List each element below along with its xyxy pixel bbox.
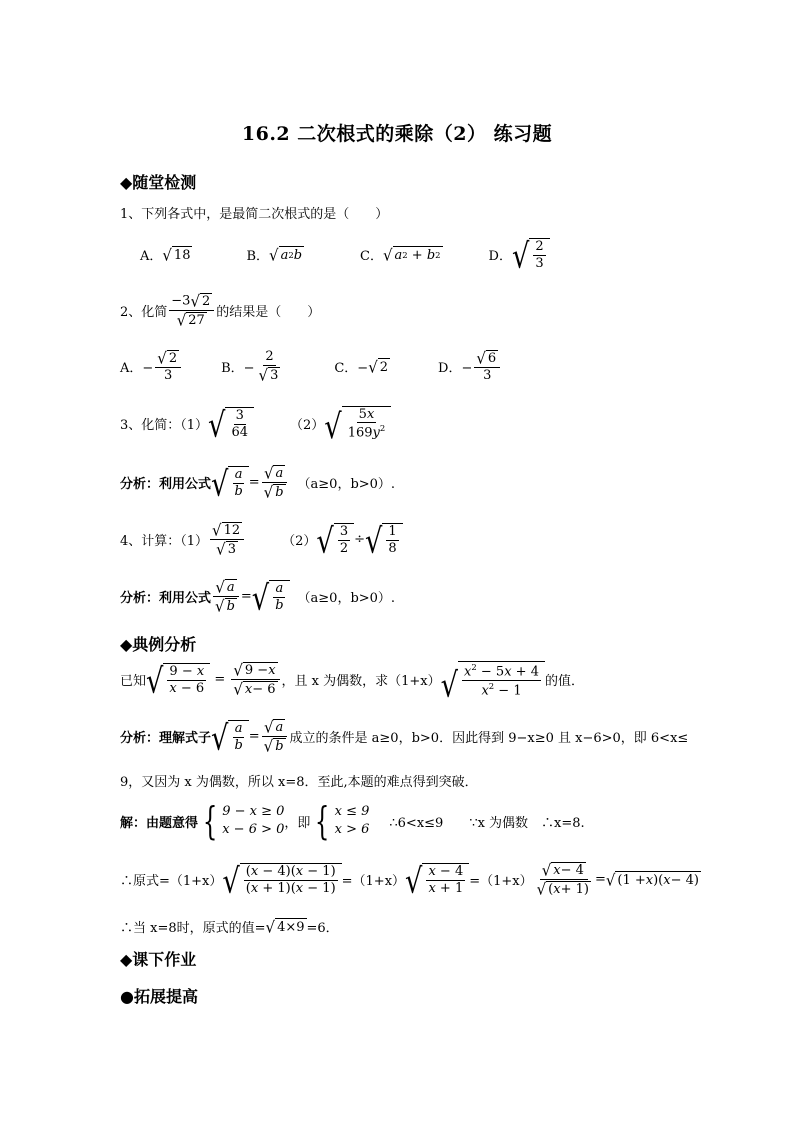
condition-text: （a≥0，b>0）. <box>297 476 396 492</box>
fraction: √ 9 − x √ x − 6 <box>231 662 279 696</box>
inequality-system: { x ≤ 9 x > 6 <box>315 799 370 843</box>
fraction: √ 12 √ 3 <box>210 522 244 556</box>
example-known: 已知 <box>120 673 147 689</box>
radical: √ $\frac{1}{8}$ <box>365 523 403 555</box>
solution <box>120 798 585 844</box>
radical: √ $\frac{a}{b}$ <box>211 466 249 498</box>
radical: √ a 2 b <box>269 245 303 265</box>
example-problem: 已知 √ $\frac{9 - x}{x - 6}$ = √ 9 − x √ x − 6 ，且 x 为偶数，求（1+x） √ $\frac{x^2 - 5x + 4}{x^2 - 1}$ 的值． <box>120 660 584 705</box>
question-2-options <box>120 344 502 388</box>
derivation-start: ∴原式=（1+x） <box>120 873 223 889</box>
analysis-label: 分析 <box>120 730 147 746</box>
radicand: 27 <box>188 312 205 328</box>
fraction: 2 √ 3 <box>258 348 279 384</box>
option-d-label: D． <box>488 248 512 264</box>
solution-text-2: ，即 <box>284 815 311 831</box>
fraction: √ a √ b <box>213 579 239 613</box>
final-end: =6． <box>306 920 339 936</box>
question-3-prefix: 3、化简：（1） <box>120 417 209 433</box>
radical: √ 2 <box>368 357 389 377</box>
example-end: 的值． <box>544 673 584 689</box>
option-c-label: C．− <box>334 360 369 376</box>
equals-step-1: =（1+x） <box>341 873 406 889</box>
radical: √ $\frac{9 - x}{x - 6}$ <box>146 663 210 695</box>
example-middle: ，且 x 为偶数，求（1+x） <box>281 673 441 689</box>
fraction: −3 √ 2 √ 27 <box>169 293 214 327</box>
radicand: 3 <box>227 541 236 557</box>
fraction: √ 6 3 <box>474 350 500 382</box>
question-2-stem <box>120 288 320 332</box>
derivation <box>120 856 701 902</box>
radical: √ 18 <box>162 245 191 265</box>
solution-text-3: ∴6<x≤9 ∵x 为偶数 ∴x=8. <box>389 815 585 831</box>
inequality: 9 − x ≥ 0 <box>222 804 285 820</box>
radical: √ a 2 + b 2 <box>382 245 441 265</box>
denominator: 3 <box>535 255 544 271</box>
denominator: 2 <box>339 540 349 556</box>
radicand: 2 <box>168 350 178 366</box>
section-heading-practice: ◆随堂检测 <box>120 173 197 192</box>
analysis-line-2: 9，又因为 x 为偶数，所以 x=8．至此,本题的难点得到突破． <box>120 775 478 790</box>
solution-label: 解 <box>120 815 134 831</box>
analysis-label: 分析 <box>120 476 147 492</box>
radicand: 12 <box>223 522 241 538</box>
analysis-text-continued: 成立的条件是 a≥0，b>0．因此得到 9−x≥0 且 x−6>0，即 6<x≤ <box>289 730 689 746</box>
radical: √ $\frac{5x}{169y^2}$ <box>324 406 391 441</box>
analysis-example: 分析 ：理解式子 √ $\frac{a}{b}$ = √ a √ b 成立的条件是 a≥0，b>0．因此得到 9−x≥0 且 x−6>0，即 6<x≤ <box>120 717 689 759</box>
radical: √ $\frac{a}{b}$ <box>211 720 249 752</box>
condition-text: （a≥0，b>0）. <box>297 590 396 606</box>
fraction: √ a √ b <box>262 719 288 753</box>
analysis-4: 分析 ：利用公式 √ a √ b = √ $\frac{a}{b}$ （a≥0，b>0）. <box>120 577 396 619</box>
question-2-prefix: 2、化简 <box>120 304 168 320</box>
radical: √ $\frac{(x - 4)(x - 1)}{(x + 1)(x - 1)}$ <box>222 863 341 895</box>
inequality: x > 6 <box>334 822 370 837</box>
radical: √ 4×9 <box>265 917 305 937</box>
equals-step-3: = <box>594 871 606 887</box>
final-text: ∴当 x=8时，原式的值= <box>120 920 266 936</box>
section-heading-examples: ◆典例分析 <box>120 635 197 654</box>
option-b-label: B．− <box>221 360 255 376</box>
option-a-label: A．− <box>120 360 154 376</box>
numerator: 3 <box>235 407 244 423</box>
fraction: √ a √ b <box>262 465 288 499</box>
inequality: x − 6 > 0 <box>222 822 285 837</box>
page-title: 16.2 二次根式的乘除（2） 练习题 <box>241 123 553 145</box>
part-2-label: （2） <box>290 417 325 433</box>
radical: √ $\frac{3}{64}$ <box>208 407 254 439</box>
fraction: √ x − 4 √ ( x + 1) <box>536 860 589 898</box>
solution-text: ：由题意得 <box>133 815 199 831</box>
radical: √ $\frac{a}{b}$ <box>252 580 290 612</box>
radical: √ $\frac{x^2 - 5x + 4}{x^2 - 1}$ <box>441 661 545 698</box>
final-answer <box>120 914 339 938</box>
inequality-system: { 9 − x ≥ 0 x − 6 > 0 <box>202 799 285 843</box>
radicand: 6 <box>487 350 497 366</box>
analysis-label: 分析 <box>120 590 147 606</box>
divide-sign: ÷ <box>354 531 365 547</box>
radical: √ $\frac{x - 4}{x + 1}$ <box>405 863 469 895</box>
question-1-options <box>140 232 550 276</box>
radical: √ (1 + x )( x − 4) <box>605 870 699 890</box>
equals-step-2: =（1+x） <box>469 873 533 889</box>
denominator: 3 <box>164 367 173 383</box>
question-2-suffix: 的结果是（ ） <box>216 304 321 320</box>
analysis-text: ：利用公式 <box>146 590 212 606</box>
option-a-label: A． <box>140 248 163 264</box>
radical: √ $\frac{2}{3}$ <box>512 238 550 270</box>
question-3 <box>120 400 391 446</box>
radicand: 4×9 <box>277 919 305 935</box>
fraction: √ 2 3 <box>155 350 181 382</box>
analysis-text: ：利用公式 <box>146 476 212 492</box>
radical: √ $\frac{3}{2}$ <box>316 523 354 555</box>
radicand: 18 <box>173 247 191 263</box>
subsection-heading-extension: ●拓展提高 <box>120 987 198 1006</box>
numerator: 1 <box>388 523 397 539</box>
part-2-label: （2） <box>282 533 317 549</box>
section-heading-homework: ◆课下作业 <box>120 950 197 969</box>
option-c-label: C． <box>360 248 383 264</box>
question-4-prefix: 4、计算：（1） <box>120 533 209 549</box>
inequality: x ≤ 9 <box>334 804 370 820</box>
numerator: 2 <box>535 238 544 254</box>
analysis-3: 分析 ：利用公式 √ $\frac{a}{b}$ = √ a √ b （a≥0，b>0）. <box>120 463 396 505</box>
denominator: 64 <box>231 424 248 440</box>
numerator: 3 <box>339 523 349 539</box>
question-1-stem: 1、下列各式中，是最简二次根式的是（ ） <box>120 207 389 222</box>
analysis-text: ：理解式子 <box>146 730 212 746</box>
option-d-label: D．− <box>438 360 473 376</box>
denominator: 8 <box>388 540 397 556</box>
question-4 <box>120 516 403 562</box>
option-b-label: B． <box>246 248 270 264</box>
